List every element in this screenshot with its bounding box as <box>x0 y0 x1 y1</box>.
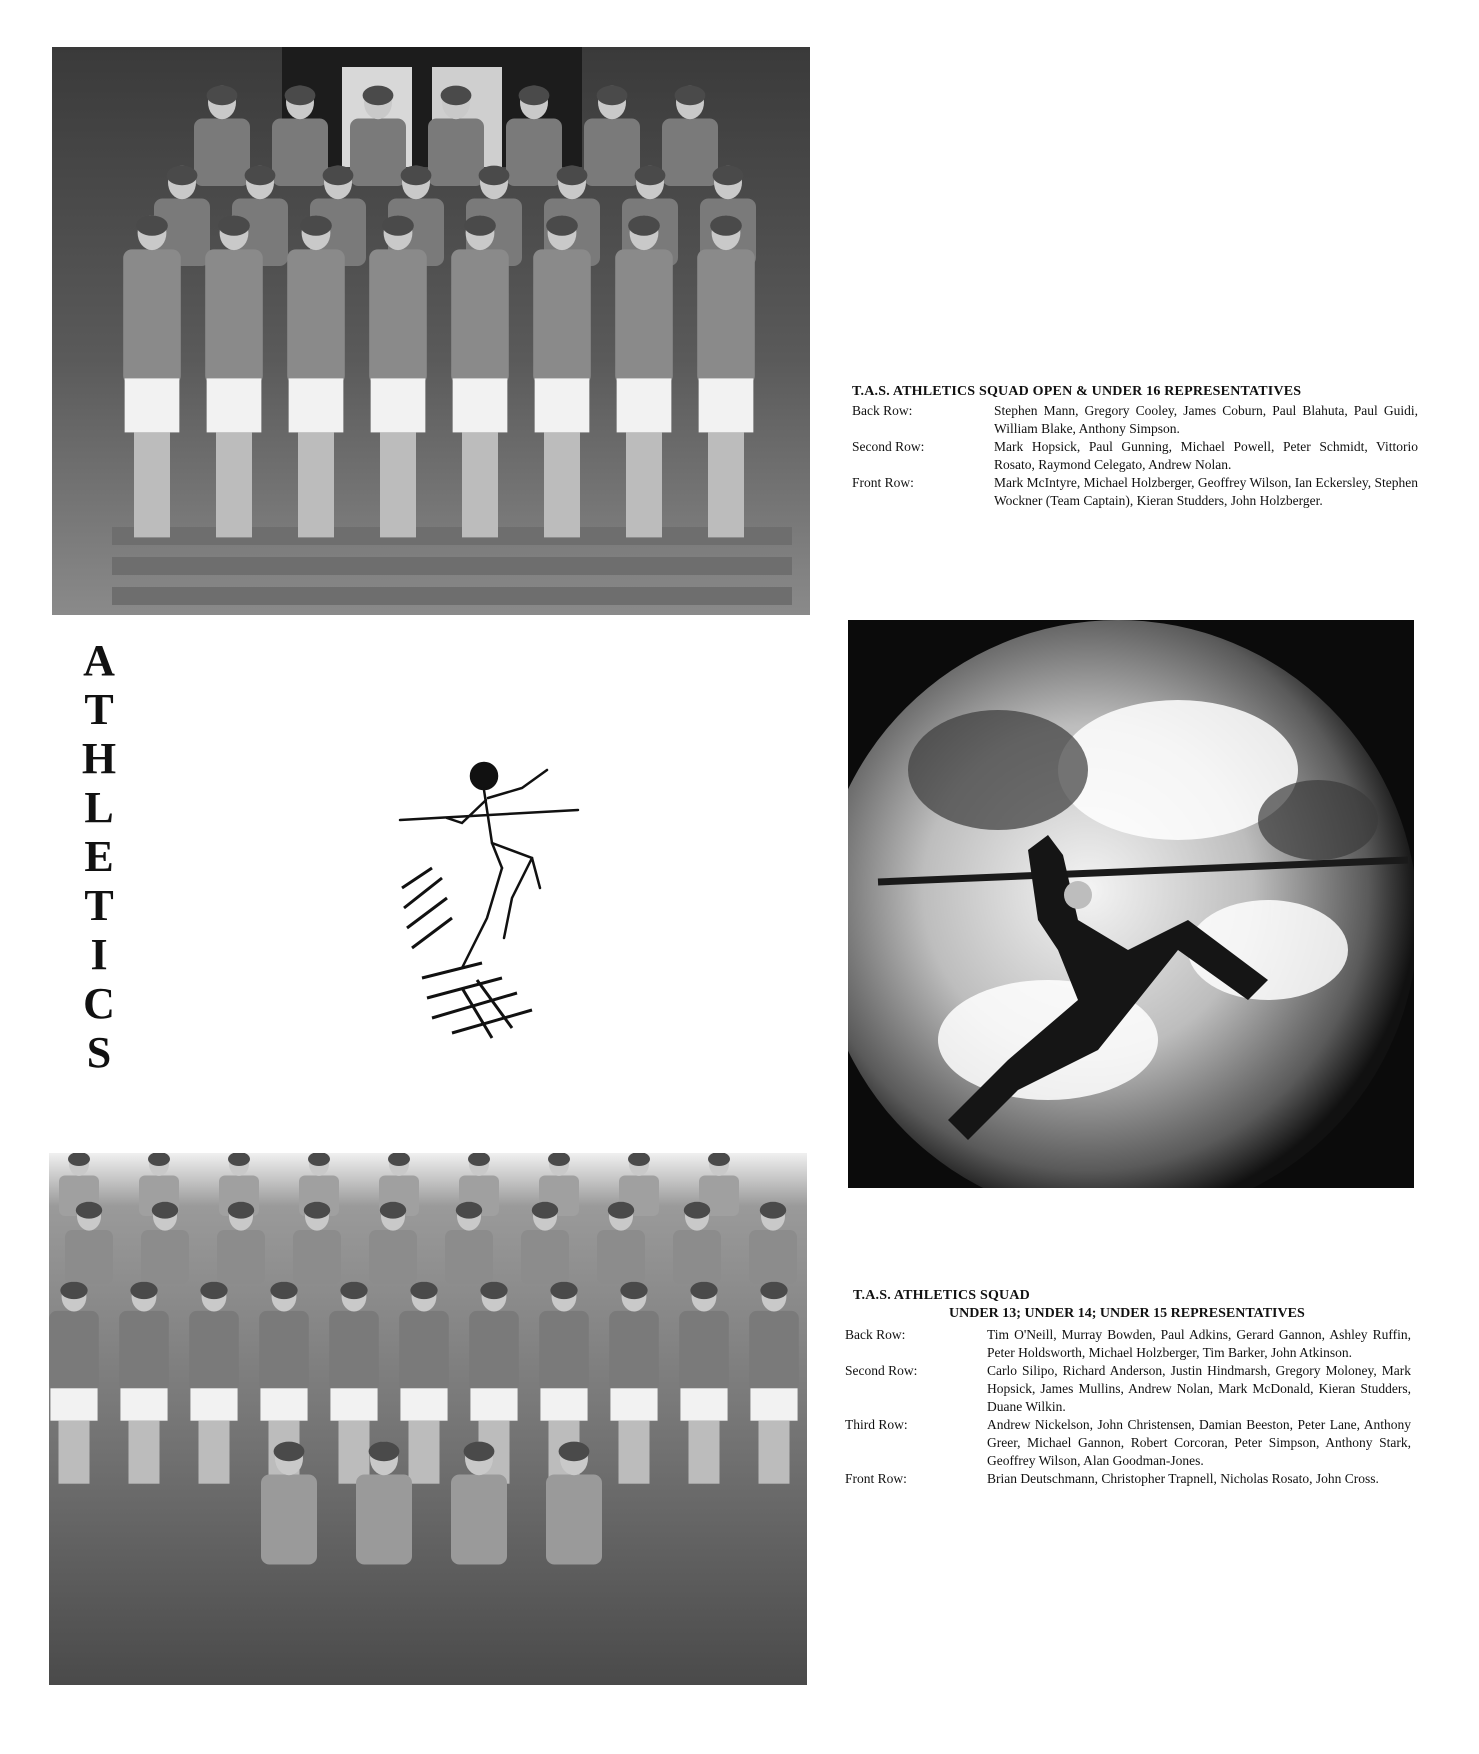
caption-under-13-14-15 <box>845 1287 1413 1488</box>
title-letter: H <box>81 734 117 783</box>
row-label: Back Row: <box>852 403 913 418</box>
caption-subheading: UNDER 13; UNDER 14; UNDER 15 REPRESENTATIVES <box>949 1306 1305 1321</box>
caption-heading: T.A.S. ATHLETICS SQUAD OPEN & UNDER 16 REPRESENTATIVES <box>852 384 1302 399</box>
title-letter: C <box>83 979 115 1028</box>
row-names: Mark Hopsick, Paul Gunning, Michael Powell, Peter Schmidt, Vittorio Rosato, Raymond Celegato, Andrew Nolan. <box>994 439 1418 472</box>
title-letter: T <box>84 881 114 930</box>
row-label: Second Row: <box>845 1363 918 1378</box>
roster-row <box>852 402 1418 438</box>
row-names: Carlo Silipo, Richard Anderson, Justin Hindmarsh, Gregory Moloney, Mark Hopsick, James Mullins, Andrew Nolan, Mark McDonald, Kieran Studders, Duane Wilkin. <box>987 1363 1411 1414</box>
row-names: Mark McIntyre, Michael Holzberger, Geoffrey Wilson, Ian Eckersley, Stephen Wockner (Team Captain), Kieran Studders, John Holzberger. <box>994 475 1418 508</box>
row-names: Stephen Mann, Gregory Cooley, James Coburn, Paul Blahuta, Paul Guidi, William Blake, Anthony Simpson. <box>994 403 1418 436</box>
row-label: Front Row: <box>845 1471 907 1486</box>
team-photo-open-under-16-image <box>52 47 810 615</box>
roster-table <box>845 1326 1411 1488</box>
row-label: Second Row: <box>852 439 925 454</box>
roster-row <box>852 438 1418 474</box>
roster-row <box>852 474 1418 510</box>
team-photo-open-under-16 <box>52 47 810 615</box>
athletics-vertical-title <box>72 636 126 1077</box>
row-names: Tim O'Neill, Murray Bowden, Paul Adkins, Gerard Gannon, Ashley Ruffin, Peter Holdsworth, Michael Holzberger, Tim Barker, John Atkinson. <box>987 1327 1411 1360</box>
row-names: Andrew Nickelson, John Christensen, Damian Beeston, Peter Lane, Anthony Greer, Michael Gannon, Robert Corcoran, Peter Simpson, Anthony Stark, Geoffrey Wilson, Alan Goodman-Jones. <box>987 1417 1411 1468</box>
roster-row <box>845 1470 1411 1488</box>
row-label: Front Row: <box>852 475 914 490</box>
title-letter: L <box>84 783 114 832</box>
title-letter: T <box>84 685 114 734</box>
row-names: Brian Deutschmann, Christopher Trapnell, Nicholas Rosato, John Cross. <box>987 1471 1379 1486</box>
roster-row <box>845 1326 1411 1362</box>
high-jump-image <box>848 620 1414 1188</box>
row-label: Back Row: <box>845 1327 906 1342</box>
athlete-sketch-illustration <box>392 748 582 1040</box>
team-photo-under-13-14-15 <box>49 1153 807 1685</box>
title-letter: S <box>86 1028 112 1077</box>
title-letter: I <box>90 930 108 979</box>
caption-open-under-16 <box>852 383 1418 510</box>
roster-row <box>845 1362 1411 1416</box>
title-letter: E <box>84 832 114 881</box>
title-letter: A <box>83 636 115 685</box>
team-photo-under-13-14-15-image <box>49 1153 807 1685</box>
roster-row <box>845 1416 1411 1470</box>
row-label: Third Row: <box>845 1417 908 1432</box>
high-jump-action-photo <box>848 620 1414 1188</box>
roster-table <box>852 402 1418 510</box>
caption-heading: T.A.S. ATHLETICS SQUAD <box>853 1288 1030 1303</box>
